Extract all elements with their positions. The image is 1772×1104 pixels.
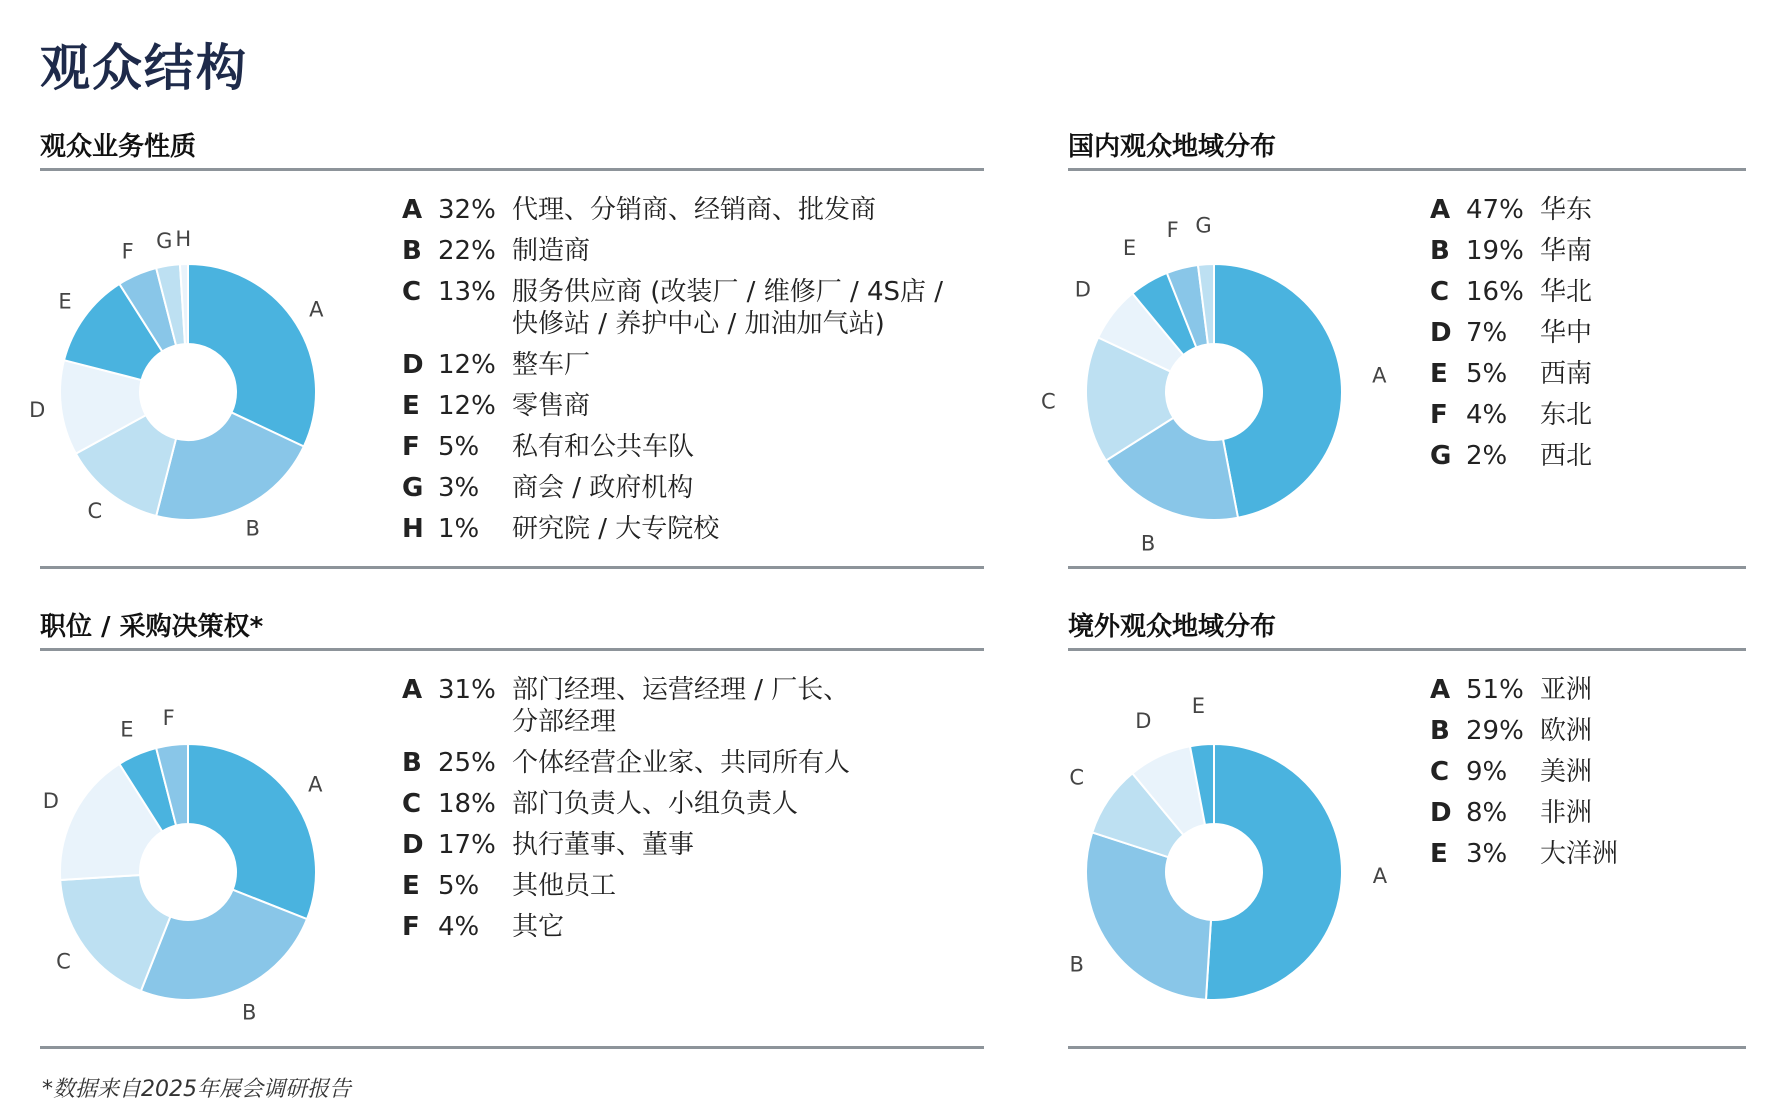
legend-text: 其他员工	[512, 871, 617, 901]
top-divider	[40, 168, 984, 171]
legend-text: 服务供应商 (改装厂 / 维修厂 / 4S店 / 快修站 / 养护中心 / 加油加气站)	[512, 277, 944, 339]
slice-label-f: F	[1166, 218, 1179, 243]
slice-label-c: C	[1040, 389, 1056, 414]
slice-label-b: B	[245, 516, 260, 541]
legend-key: B	[1430, 716, 1450, 746]
bottom-divider	[1068, 566, 1746, 569]
legend-key: A	[1430, 675, 1451, 705]
legend-percent: 7%	[1466, 318, 1508, 348]
legend-percent: 12%	[438, 391, 496, 421]
legend-percent: 5%	[1466, 359, 1508, 389]
legend-text: 商会 / 政府机构	[512, 473, 694, 503]
legend-text: 华南	[1540, 236, 1593, 266]
legend-percent: 29%	[1466, 716, 1524, 746]
legend-text: 亚洲	[1540, 675, 1593, 705]
panel-job-position	[40, 606, 984, 1056]
legend-item	[1430, 358, 1730, 390]
slice-label-d: D	[1135, 708, 1152, 733]
slice-label-b: B	[1140, 531, 1156, 556]
legend-key: G	[402, 473, 424, 503]
donut-chart	[18, 222, 358, 562]
legend	[402, 674, 922, 952]
legend-item	[1430, 756, 1730, 788]
slice-label-h: H	[175, 227, 192, 252]
legend-key: B	[402, 748, 422, 778]
legend-text: 研究院 / 大专院校	[512, 514, 720, 544]
legend-text: 私有和公共车队	[512, 432, 695, 462]
slice-label-d: D	[29, 398, 46, 423]
legend	[1430, 194, 1730, 481]
slice-label-e: E	[58, 289, 72, 314]
legend-text: 零售商	[512, 391, 591, 421]
pie-slice-a	[1214, 264, 1342, 518]
legend-item	[1430, 440, 1730, 472]
slice-label-c: C	[56, 949, 71, 974]
legend-item	[402, 431, 972, 463]
legend-item	[402, 747, 922, 779]
legend-text: 美洲	[1540, 757, 1593, 787]
legend-text: 部门经理、运营经理 / 厂长、分部经理	[512, 675, 850, 737]
legend-percent: 8%	[1466, 798, 1508, 828]
legend-key: F	[1430, 400, 1448, 430]
legend-percent: 31%	[438, 675, 496, 705]
legend-percent: 19%	[1466, 236, 1524, 266]
bottom-divider	[40, 1046, 984, 1049]
legend-key: D	[402, 350, 424, 380]
legend-percent: 17%	[438, 830, 496, 860]
legend-item	[402, 390, 972, 422]
legend-item	[402, 829, 922, 861]
legend-item	[402, 235, 972, 267]
legend-percent: 4%	[1466, 400, 1508, 430]
legend-percent: 25%	[438, 748, 496, 778]
panel-title: 境外观众地域分布	[1068, 612, 1277, 642]
legend-item	[402, 911, 922, 943]
legend-item	[1430, 399, 1730, 431]
slice-label-a: A	[1372, 363, 1387, 388]
legend-key: C	[402, 277, 422, 307]
legend-item	[1430, 674, 1730, 706]
donut-chart	[1040, 213, 1387, 562]
legend-percent: 22%	[438, 236, 496, 266]
legend-text: 个体经营企业家、共同所有人	[512, 748, 851, 778]
top-divider	[1068, 648, 1746, 651]
legend-item	[402, 349, 972, 381]
legend-percent: 4%	[438, 912, 480, 942]
legend-key: C	[1430, 757, 1450, 787]
legend-item	[402, 276, 972, 340]
donut-chart	[18, 702, 358, 1042]
legend-key: A	[1430, 195, 1451, 225]
slice-label-c: C	[1069, 765, 1085, 790]
legend-item	[402, 870, 922, 902]
legend-percent: 47%	[1466, 195, 1524, 225]
legend-key: G	[1430, 441, 1452, 471]
page-title: 观众结构	[40, 39, 248, 97]
legend-key: F	[402, 432, 420, 462]
panel-title: 观众业务性质	[40, 132, 197, 162]
legend-percent: 16%	[1466, 277, 1524, 307]
bottom-divider	[1068, 1046, 1746, 1049]
footnote: *数据来自2025年展会调研报告	[42, 1077, 351, 1102]
legend-item	[1430, 235, 1730, 267]
slice-label-f: F	[162, 706, 175, 731]
slice-label-f: F	[121, 239, 134, 264]
legend-item	[1430, 838, 1730, 870]
legend-text: 非洲	[1540, 798, 1593, 828]
legend-text: 欧洲	[1540, 716, 1593, 746]
legend-percent: 12%	[438, 350, 496, 380]
bottom-divider	[40, 566, 984, 569]
legend-text: 大洋洲	[1540, 839, 1619, 869]
legend-item	[1430, 194, 1730, 226]
panel-title: 职位 / 采购决策权*	[40, 612, 264, 642]
legend-text: 代理、分销商、经销商、批发商	[512, 195, 877, 225]
legend-text: 整车厂	[512, 350, 591, 380]
panel-domestic-region	[1040, 126, 1746, 576]
top-divider	[1068, 168, 1746, 171]
legend-item	[1430, 797, 1730, 829]
pie-slice-a	[188, 744, 316, 919]
slice-label-c: C	[87, 499, 103, 524]
slice-label-b: B	[1069, 952, 1084, 977]
legend-key: B	[1430, 236, 1450, 266]
pie-slice-b	[1086, 832, 1211, 999]
legend-item	[402, 513, 972, 545]
legend	[402, 194, 972, 554]
legend-text: 部门负责人、小组负责人	[512, 789, 799, 819]
slice-label-e: E	[120, 717, 134, 742]
panel-title: 国内观众地域分布	[1068, 132, 1277, 162]
slice-label-a: A	[1372, 864, 1388, 889]
legend-key: D	[1430, 318, 1452, 348]
legend-percent: 18%	[438, 789, 496, 819]
panel-business-nature	[29, 126, 984, 576]
slice-label-e: E	[1122, 236, 1137, 261]
legend-percent: 51%	[1466, 675, 1524, 705]
top-divider	[40, 648, 984, 651]
legend-key: F	[402, 912, 420, 942]
donut-chart	[1044, 693, 1388, 1042]
legend-percent: 1%	[438, 514, 480, 544]
legend-text: 制造商	[512, 236, 591, 266]
legend-key: C	[402, 789, 422, 819]
legend-text: 华中	[1540, 318, 1593, 348]
legend-item	[402, 674, 922, 738]
legend-key: A	[402, 675, 423, 705]
legend-key: E	[1430, 839, 1448, 869]
legend-item	[402, 472, 972, 504]
legend-key: E	[402, 871, 420, 901]
legend-key: H	[402, 514, 424, 544]
legend-text: 华北	[1540, 277, 1593, 307]
slice-label-d: D	[42, 789, 59, 814]
legend-text: 其它	[512, 912, 565, 942]
legend	[1430, 674, 1730, 879]
legend-percent: 9%	[1466, 757, 1508, 787]
legend-item	[402, 788, 922, 820]
slice-label-b: B	[241, 1000, 257, 1025]
legend-text: 执行董事、董事	[512, 830, 695, 860]
legend-key: C	[1430, 277, 1450, 307]
legend-percent: 32%	[438, 195, 496, 225]
legend-percent: 5%	[438, 871, 480, 901]
legend-key: A	[402, 195, 423, 225]
legend-key: E	[402, 391, 420, 421]
legend-item	[1430, 276, 1730, 308]
slice-label-g: G	[1195, 213, 1212, 238]
slice-label-d: D	[1074, 277, 1091, 302]
legend-text: 东北	[1540, 400, 1593, 430]
legend-text: 西南	[1540, 359, 1593, 389]
slice-label-g: G	[156, 228, 173, 253]
legend-text: 华东	[1540, 195, 1593, 225]
legend-key: E	[1430, 359, 1448, 389]
pie-slice-a	[1206, 744, 1342, 1000]
pie-slice-a	[188, 264, 316, 446]
legend-percent: 3%	[1466, 839, 1508, 869]
legend-key: B	[402, 236, 422, 266]
legend-percent: 13%	[438, 277, 496, 307]
legend-text: 西北	[1540, 441, 1593, 471]
legend-item	[402, 194, 972, 226]
panel-overseas-region	[1068, 606, 1746, 1056]
legend-item	[1430, 715, 1730, 747]
slice-label-e: E	[1191, 693, 1206, 718]
legend-key: D	[1430, 798, 1452, 828]
legend-percent: 2%	[1466, 441, 1508, 471]
legend-item	[1430, 317, 1730, 349]
legend-key: D	[402, 830, 424, 860]
legend-percent: 3%	[438, 473, 480, 503]
slice-label-a: A	[309, 297, 324, 322]
legend-percent: 5%	[438, 432, 480, 462]
slice-label-a: A	[308, 772, 323, 797]
